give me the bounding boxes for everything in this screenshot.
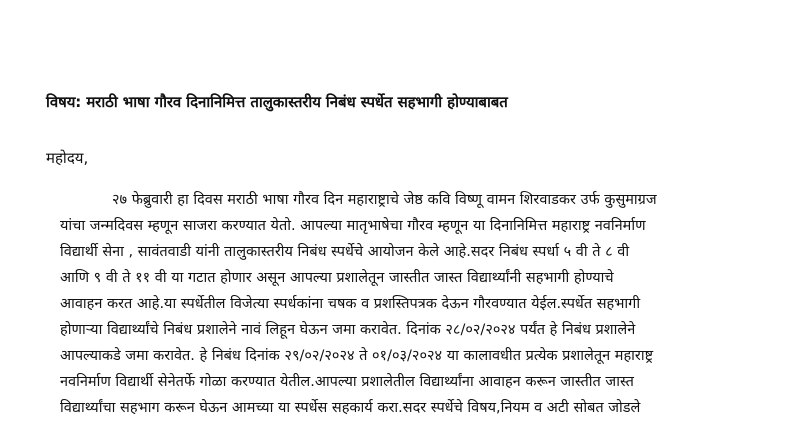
body-line: २७ फेब्रुवारी हा दिवस मराठी भाषा गौरव दिन महाराष्ट्राचे जेष्ठ कवि विष्णू वामन शिरवाडकर उर्फ कुसुमाग्रज xyxy=(112,192,657,208)
body-line: विद्यार्थ्यांचा सहभाग करून घेऊन आमच्या या स्पर्धेस सहकार्य करा.सदर स्पर्धेचे विषय,नियम व अटी सोबत जोडले xyxy=(60,400,641,415)
letter-subject: विषय: मराठी भाषा गौरव दिनानिमित्त तालुकास्तरीय निबंध स्पर्धेत सहभागी होण्याबाबत xyxy=(46,93,508,111)
body-line: विद्यार्थी सेना , सावंतवाडी यांनी तालुकास्तरीय निबंध स्पर्धेचे आयोजन केले आहे.सदर निबंध स्पर्धा ५ वी ते ८ वी xyxy=(60,244,630,260)
body-line: नवनिर्माण विद्यार्थी सेनेतर्फे गोळा करण्यात येतील.आपल्या प्रशालेतील विद्यार्थ्यांना आवाहन करून जास्तीत जास्त xyxy=(60,374,634,390)
body-line: आपल्याकडे जमा करावेत. हे निबंध दिनांक २९/०२/२०२४ ते ०१/०३/२०२४ या कालावधीत प्रत्येक प्रशालेतून महाराष्ट्र xyxy=(60,348,654,364)
body-line: होणाऱ्या विद्यार्थ्यांचे निबंध प्रशालेने नावं लिहून घेऊन जमा करावेत. दिनांक २८/०२/२०२४ पर्यंत हे निबंध प्रशालेने xyxy=(60,322,636,338)
body-line: आणि ९ वी ते ११ वी या गटात होणार असून आपल्या प्रशालेतून जास्तीत जास्त विद्यार्थ्यांनी सहभागी होण्याचे xyxy=(60,270,614,286)
body-line: आवाहन करत आहे.या स्पर्धेतील विजेत्या स्पर्धकांना चषक व प्रशस्तिपत्रक देऊन गौरवण्यात येईल.स्पर्धेत सहभागी xyxy=(60,296,641,312)
letter-body xyxy=(60,187,780,415)
letter-salutation: महोदय, xyxy=(46,149,89,167)
body-line: यांचा जन्मदिवस म्हणून साजरा करण्यात येतो. आपल्या मातृभाषेचा गौरव म्हणून या दिनानिमित्त महाराष्ट्र नवनिर्माण xyxy=(60,218,646,234)
